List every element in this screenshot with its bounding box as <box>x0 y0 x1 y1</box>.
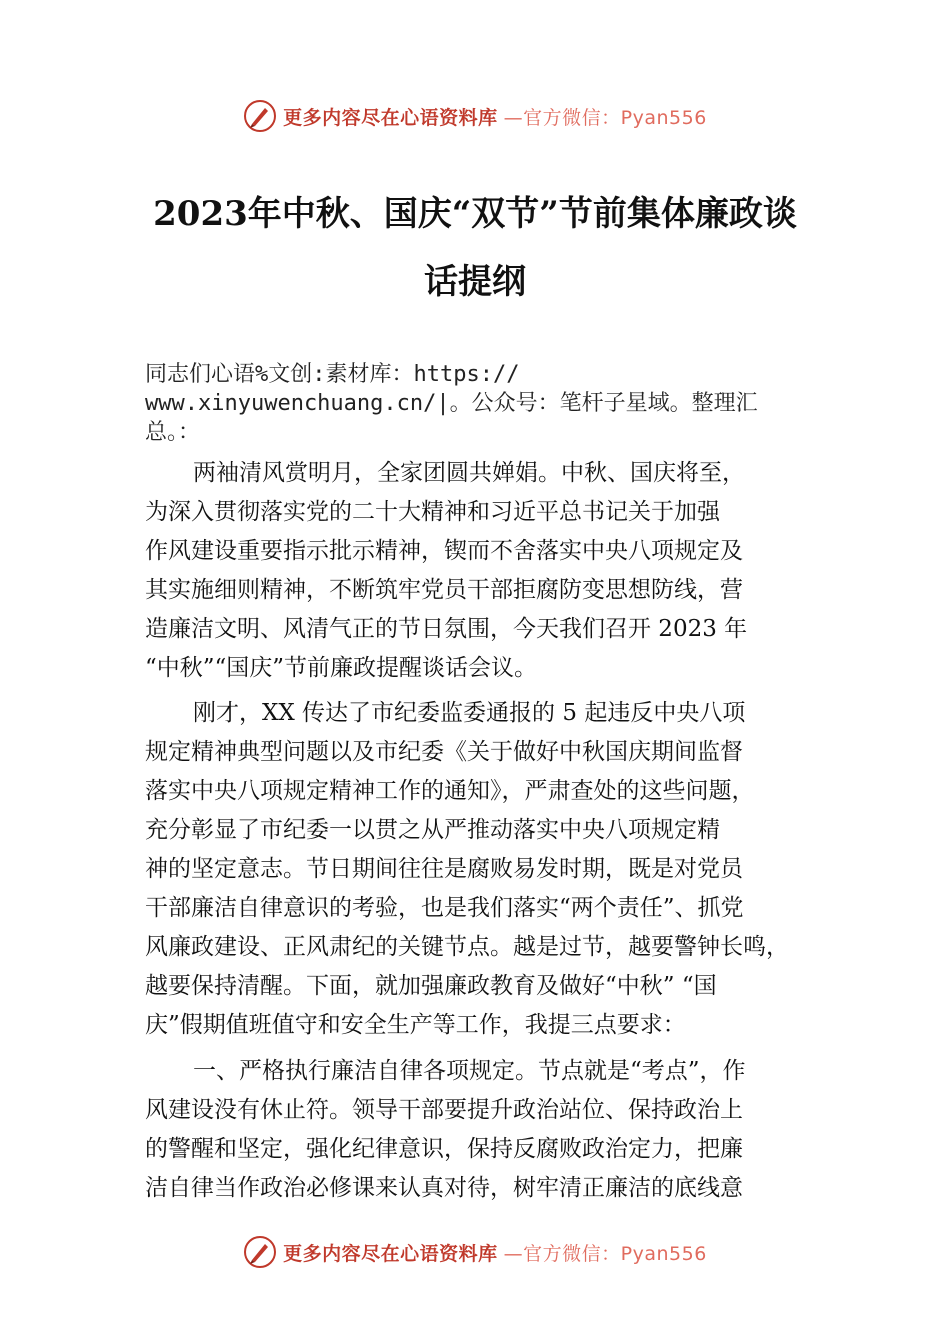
paragraph-line: 越要保持清醒。下面，就加强廉政教育及做好“中秋” “国 <box>145 973 717 999</box>
paragraph-2 <box>145 694 835 1045</box>
paragraph-line: 落实中央八项规定精神工作的通知》，严肃查处的这些问题， <box>145 778 755 804</box>
watermark-wechat-text: —官方微信：Pyan556 <box>503 1242 707 1265</box>
paragraph-line: 刚才，XX 传达了市纪委监委通报的 5 起违反中央八项 <box>193 700 746 726</box>
paragraph-line: 一、严格执行廉洁自律各项规定。节点就是“考点”，作 <box>193 1058 746 1084</box>
watermark-wechat-text: —官方微信：Pyan556 <box>503 106 707 129</box>
paragraph-3 <box>145 1052 835 1208</box>
watermark-brand-text: 更多内容尽在心语资料库 <box>283 1242 498 1265</box>
paragraph-line: 作风建设重要指示批示精神，锲而不舍落实中央八项规定及 <box>145 538 743 564</box>
watermark-banner-bottom <box>0 1232 950 1272</box>
document-title-line-2: 话提纲 <box>424 262 526 302</box>
source-line: www.xinyuwenchuang.cn/|。公众号：笔杆子星域。整理汇 <box>145 391 758 416</box>
quill-pen-logo-icon <box>243 99 277 133</box>
paragraph-line: 干部廉洁自律意识的考验，也是我们落实“两个责任”、抓党 <box>145 895 744 921</box>
source-line: 总。： <box>145 420 201 445</box>
watermark-banner-top <box>0 96 950 136</box>
paragraph-line: 两袖清风赏明月，全家团圆共婵娟。中秋、国庆将至， <box>193 460 745 486</box>
paragraph-1 <box>145 454 835 688</box>
paragraph-line: 洁自律当作政治必修课来认真对待，树牢清正廉洁的底线意 <box>145 1175 743 1201</box>
paragraph-line: 风廉政建设、正风肃纪的关键节点。越是过节，越要警钟长鸣， <box>145 934 789 960</box>
paragraph-line: 神的坚定意志。节日期间往往是腐败易发时期，既是对党员 <box>145 856 743 882</box>
paragraph-line: 为深入贯彻落实党的二十大精神和习近平总书记关于加强 <box>145 499 720 525</box>
paragraph-line: “中秋”“国庆”节前廉政提醒谈话会议。 <box>145 655 538 681</box>
paragraph-line: 规定精神典型问题以及市纪委《关于做好中秋国庆期间监督 <box>145 739 743 765</box>
paragraph-line: 的警醒和坚定，强化纪律意识，保持反腐败政治定力，把廉 <box>145 1136 743 1162</box>
paragraph-line: 庆”假期值班值守和安全生产等工作，我提三点要求： <box>145 1012 686 1038</box>
quill-pen-logo-icon <box>243 1235 277 1269</box>
source-attribution <box>145 360 825 447</box>
paragraph-line: 其实施细则精神，不断筑牢党员干部拒腐防变思想防线，营 <box>145 577 743 603</box>
watermark-brand-text: 更多内容尽在心语资料库 <box>283 106 498 129</box>
paragraph-line: 风建设没有休止符。领导干部要提升政治站位、保持政治上 <box>145 1097 743 1123</box>
source-line: 同志们心语%文创:素材库：https:// <box>145 362 520 387</box>
paragraph-line: 造廉洁文明、风清气正的节日氛围，今天我们召开 2023 年 <box>145 616 748 642</box>
paragraph-line: 充分彰显了市纪委一以贯之从严推动落实中央八项规定精 <box>145 817 720 843</box>
document-title-line-1: 2023年中秋、国庆“双节”节前集体廉政谈 <box>153 194 797 234</box>
